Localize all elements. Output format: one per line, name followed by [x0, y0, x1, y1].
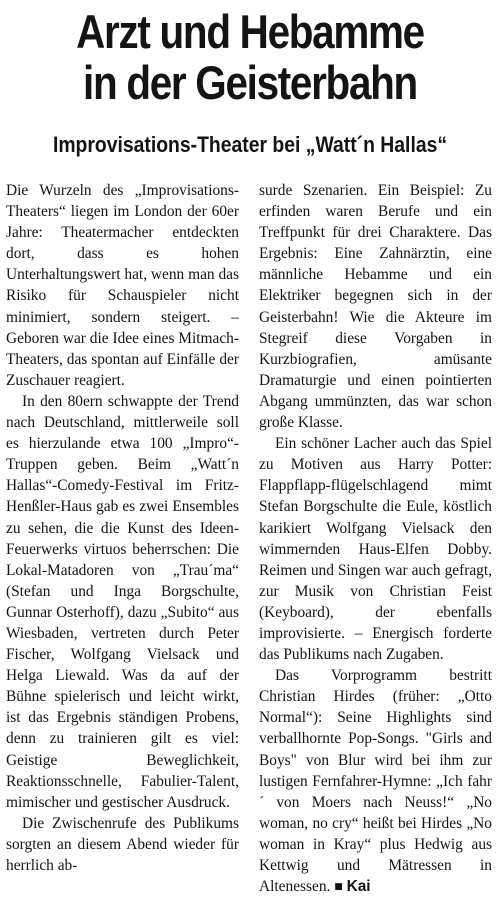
headline-line-1: Arzt und Hebamme	[76, 5, 424, 58]
byline-marker: ■	[334, 882, 343, 893]
byline: Kai	[346, 878, 371, 896]
headline	[35, 6, 465, 108]
headline-line-2: in der Geisterbahn	[83, 56, 417, 109]
paragraph-4: Ein schöner Lacher auch das Spiel zu Motiven aus Harry Potter: Flappflapp-flügelschlagend mimt Stefan Borgschulte die Eule, köstlich karikiert Wolfgang Vielsack den wimmernden Haus-Elfen Dobby. Reimen und Singen war auch gefragt, zur Musik von Christian Feist (Keyboard), der ebenfalls improvisierte. – Energisch forderte das Publikums nach Zugaben.	[259, 435, 492, 664]
subheadline: Improvisations-Theater bei „Watt´n Hallas“	[52, 132, 448, 157]
article-column-left	[6, 180, 239, 876]
paragraph-1: Die Wurzeln des „Improvisations-Theaters“ liegen im London der 60er Jahre: Theatermacher entdeckten dort, dass es hohen Unterhaltungswert hat, wenn man das Risiko für Schauspieler nicht minimiert, sondern steigert. – Geboren war die Idee eines Mitmach-Theaters, das spontan auf Einfälle der Zuschauer reagiert.	[6, 182, 239, 389]
article-column-right	[259, 180, 492, 898]
paragraph-3: Die Zwischenrufe des Publikums sorgten an diesem Abend wieder für herrlich ab-	[6, 814, 239, 874]
paragraph-5	[259, 665, 492, 898]
paragraph-5-text: Das Vorprogramm bestritt Christian Hirdes (früher: „Otto Normal“): Seine Highlights sind verballhornte Pop-Songs. "Girls and Boys" von Blur wird bei ihm zur lustigen Fernfahrer-Hymne: „Ich fahr´ von Moers nach Neuss!“ „No woman, no cry“ heißt bei Hirdes „No woman in Kray“ plus Hedwig aus Kettwig und Mätressen in Altenessen.	[259, 667, 492, 896]
paragraph-2: In den 80ern schwappte der Trend nach Deutschland, mittlerweile soll es hierzulande etwa 100 „Impro“-Truppen geben. Beim „Watt´n Hallas“-Comedy-Festival im Fritz-Henßler-Haus gab es zwei Ensembles zu sehen, die die Kunst des Ideen-Feuerwerks virtuos beherrschen: Die Lokal-Matadoren von „Trau´ma“ (Stefan und Inga Borgschulte, Gunnar Osterhoff), dazu „Subito“ aus Wiesbaden, vertreten durch Peter Fischer, Wolfgang Vielsack und Helga Liewald. Was da auf der Bühne spielerisch und leicht wirkt, ist das Ergebnis ständigen Probens, denn zu trainieren gilt es viel: Geistige Beweglichkeit, Reaktionsschnelle, Fabulier-Talent, mimischer und gestischer Ausdruck.	[6, 392, 239, 811]
paragraph-3-continued: surde Szenarien. Ein Beispiel: Zu erfinden waren Berufe und ein Treffpunkt für drei Charaktere. Das Ergebnis: Eine Zahnärztin, eine männliche Hebamme und ein Elektriker begegnen sich in der Geisterbahn! Wie die Akteure im Stegreif diese Vorgaben in Kurzbiografien, amüsante Dramaturgie und einen pointierten Abgang ummünzten, das war schon große Klasse.	[259, 182, 492, 432]
